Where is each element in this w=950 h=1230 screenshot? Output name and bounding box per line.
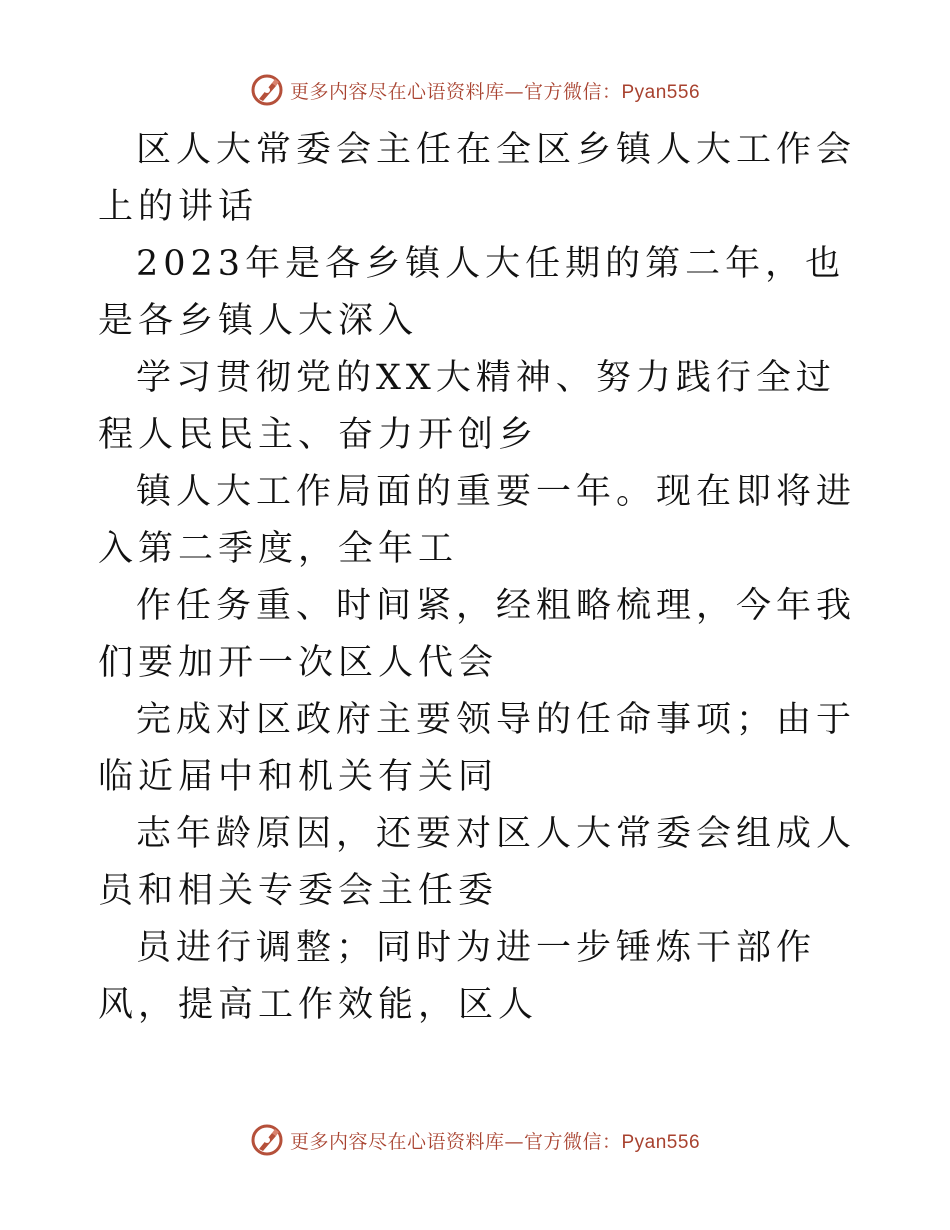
document-title: 区人大常委会主任在全区乡镇人大工作会上的讲话 bbox=[98, 130, 857, 227]
header-banner-slogan: 更多内容尽在心语资料库 bbox=[289, 80, 505, 103]
document-body bbox=[98, 122, 858, 1034]
paragraph-4: 作任务重、时间紧，经粗略梳理，今年我们要加开一次区人代会 bbox=[98, 586, 857, 683]
footer-banner bbox=[0, 1120, 950, 1160]
paragraph-5: 完成对区政府主要领导的任命事项；由于临近届中和机关有关同 bbox=[98, 700, 857, 797]
paragraph-3: 镇人大工作局面的重要一年。现在即将进入第二季度，全年工 bbox=[98, 472, 857, 569]
header-banner bbox=[0, 70, 950, 110]
footer-wechat-id: Pyan556 bbox=[621, 1131, 701, 1153]
pen-in-circle-icon bbox=[250, 1123, 284, 1157]
paragraph-2: 学习贯彻党的XX大精神、努力践行全过程人民民主、奋力开创乡 bbox=[98, 358, 836, 455]
header-banner-dash: — bbox=[504, 80, 524, 103]
footer-banner-text bbox=[290, 1127, 700, 1154]
header-banner-text bbox=[290, 77, 700, 104]
footer-banner-slogan: 更多内容尽在心语资料库 bbox=[289, 1130, 505, 1153]
header-wechat-id: Pyan556 bbox=[621, 81, 701, 103]
paragraph-7: 员进行调整；同时为进一步锤炼干部作风，提高工作效能，区人 bbox=[98, 928, 817, 1025]
paragraph-1: 2023年是各乡镇人大任期的第二年，也是各乡镇人大深入 bbox=[98, 244, 846, 341]
footer-banner-dash: — bbox=[504, 1130, 524, 1153]
footer-wechat-label: 官方微信： bbox=[523, 1130, 622, 1153]
header-wechat-label: 官方微信： bbox=[523, 80, 622, 103]
paragraph-6: 志年龄原因，还要对区人大常委会组成人员和相关专委会主任委 bbox=[98, 814, 857, 911]
pen-in-circle-icon bbox=[250, 73, 284, 107]
